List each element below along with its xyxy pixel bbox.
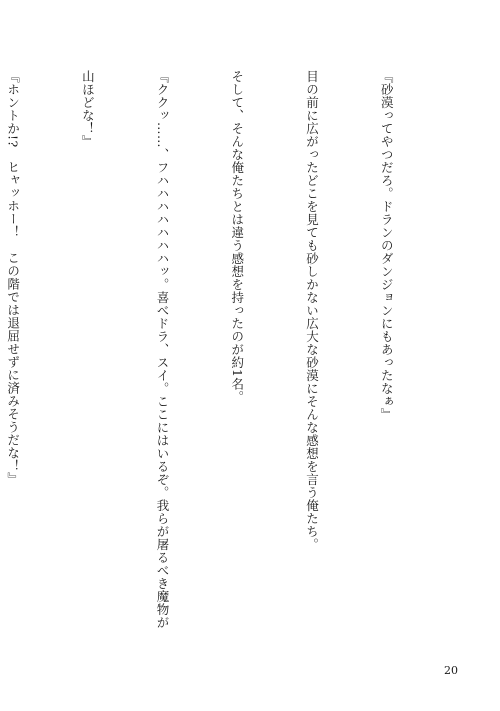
text-line: そして、そんな俺たちとは違う感想を持ったのが約1名。 — [229, 70, 245, 404]
text-line: 山ほどな！』 — [80, 70, 96, 148]
page-number: 20 — [444, 664, 458, 677]
text-line: 『ククッ……、フハハハハハハハッ。喜べドラ、スイ。ここにはいるぞ。我らが屠るべき魔物が — [155, 70, 171, 629]
text-line: 『ホントか!? ヒャッホー！ この階では退屈せずに済みそうだな！』 — [5, 70, 21, 486]
text-line: 『砂漠ってやつだろ。ドランのダンジョンにもあったなぁ』 — [379, 70, 395, 421]
body-text — [0, 70, 448, 660]
text-line: 目の前に広がったどこを見ても砂しかない広大な砂漠にそんな感想を言う俺たち。 — [304, 70, 320, 551]
